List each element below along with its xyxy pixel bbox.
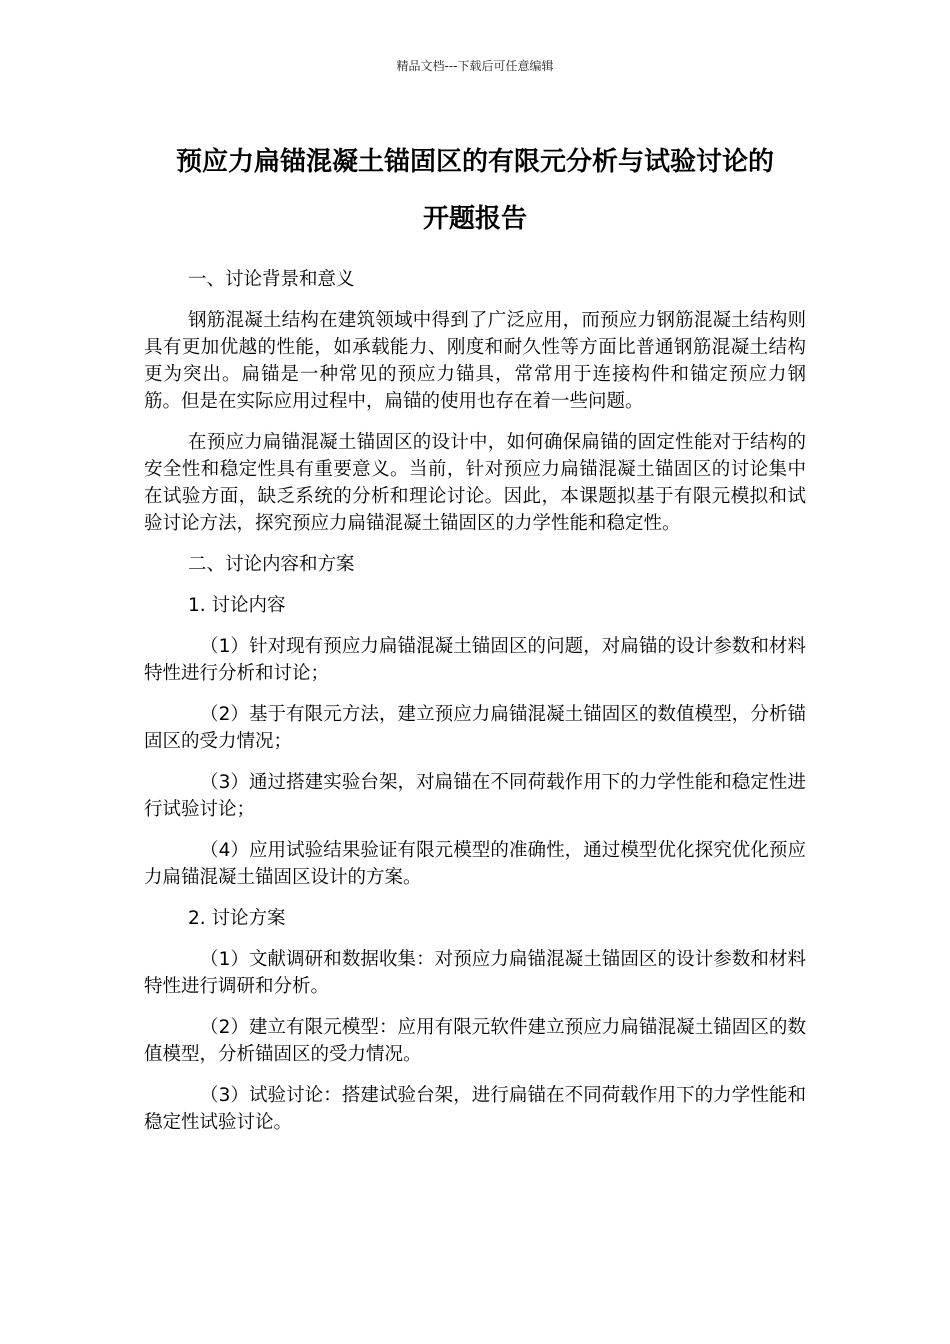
- list-item: （1）文献调研和数据收集：对预应力扁锚混凝土锚固区的设计参数和材料特性进行调研和分析。: [144, 949, 806, 997]
- document-body: [144, 266, 806, 1150]
- header-note: 精品文档---下载后可任意编辑: [396, 59, 554, 73]
- subsection-heading-content: 1. 讨论内容: [188, 595, 286, 616]
- title-line-2: 开题报告: [422, 204, 527, 234]
- list-item: （3）试验讨论：搭建试验台架，进行扁锚在不同荷载作用下的力学性能和稳定性试验讨论。: [144, 1085, 806, 1133]
- paragraph: 钢筋混凝土结构在建筑领域中得到了广泛应用，而预应力钢筋混凝土结构则具有更加优越的性能，如承载能力、刚度和耐久性等方面比普通钢筋混凝土结构更为突出。扁锚是一种常见的预应力锚具，常常用于连接构件和锚定预应力钢筋。但是在实际应用过程中，扁锚的使用也存在着一些问题。: [144, 310, 806, 412]
- list-item: （1）针对现有预应力扁锚混凝土锚固区的问题，对扁锚的设计参数和材料特性进行分析和讨论；: [144, 636, 806, 684]
- list-item: （2）建立有限元模型：应用有限元软件建立预应力扁锚混凝土锚固区的数值模型，分析锚固区的受力情况。: [144, 1017, 806, 1065]
- paragraph: 在预应力扁锚混凝土锚固区的设计中，如何确保扁锚的固定性能对于结构的安全性和稳定性具有重要意义。当前，针对预应力扁锚混凝土锚固区的讨论集中在试验方面，缺乏系统的分析和理论讨论。因此，本课题拟基于有限元模拟和试验讨论方法，探究预应力扁锚混凝土锚固区的力学性能和稳定性。: [144, 432, 806, 534]
- title-line-1: 预应力扁锚混凝土锚固区的有限元分析与试验讨论的: [175, 147, 774, 177]
- section-heading-background: 一、讨论背景和意义: [188, 269, 355, 290]
- list-item: （3）通过搭建实验台架，对扁锚在不同荷载作用下的力学性能和稳定性进行试验讨论；: [144, 772, 806, 820]
- subsection-heading-plan: 2. 讨论方案: [188, 908, 286, 929]
- section-heading-content-plan: 二、讨论内容和方案: [188, 554, 355, 575]
- list-item: （2）基于有限元方法，建立预应力扁锚混凝土锚固区的数值模型，分析锚固区的受力情况；: [144, 704, 806, 752]
- list-item: （4）应用试验结果验证有限元模型的准确性，通过模型优化探究优化预应力扁锚混凝土锚固区设计的方案。: [144, 840, 806, 888]
- document-title: [100, 134, 850, 248]
